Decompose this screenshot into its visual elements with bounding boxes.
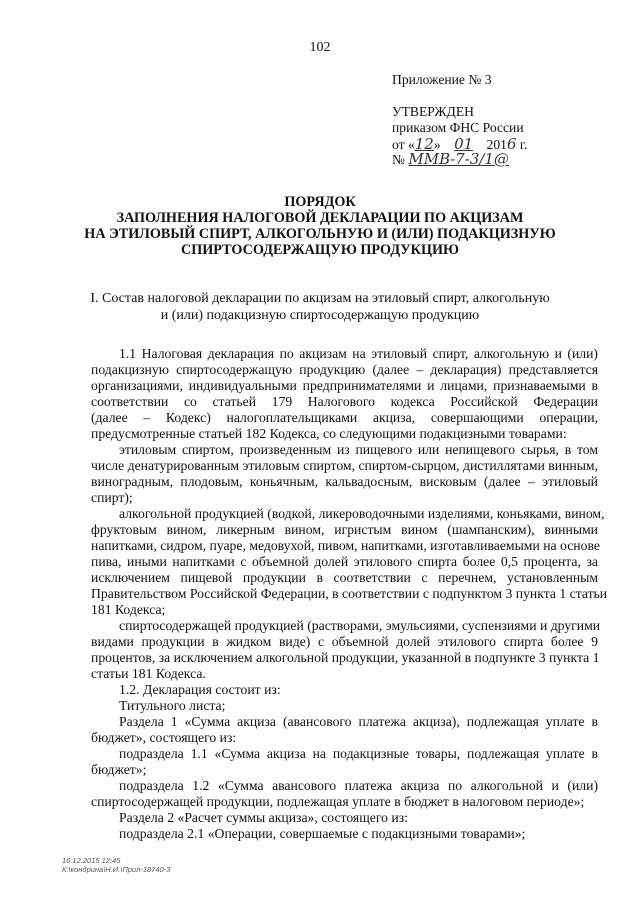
body-line: Титульного листа;	[119, 698, 226, 713]
body-line: спирт);	[91, 490, 133, 505]
body-line: Раздела 1 «Сумма акциза (авансового платежа акциза), подлежащая уплате в	[119, 714, 598, 729]
footer-file-path: К:\кондрина\Н.И.\Прил-18740-3	[62, 865, 171, 874]
body-line: видами продукции в жидком виде) с объемной долей этилового спирта более 9	[91, 634, 598, 649]
body-line: бюджет», состоящего из:	[91, 730, 237, 745]
body-line: организациями, индивидуальными предпринимателями и лицами, признаваемыми в	[91, 378, 598, 393]
body-line: напитками, сидром, пуаре, медовухой, пивом, напитками, изготавливаемыми на основе	[91, 538, 600, 553]
date-year-prefix: 201	[483, 137, 507, 152]
order-label: приказом ФНС России	[392, 120, 524, 135]
section-heading-line: I. Состав налоговой декларации по акцизам на этиловый спирт, алкогольную	[90, 291, 550, 306]
body-line: виноградным, плодовым, коньячным, кальвадосным, висковым (далее – этиловый	[91, 474, 598, 489]
page-number: 102	[309, 40, 331, 55]
body-line: 181 Кодекса;	[91, 602, 166, 617]
document-title-line: ЗАПОЛНЕНИЯ НАЛОГОВОЙ ДЕКЛАРАЦИИ ПО АКЦИЗАМ	[116, 210, 524, 226]
date-mid: »	[433, 137, 445, 152]
body-line: числе денатурированным этиловым спиртом, спиртом-сырцом, дистиллятами винным,	[91, 458, 598, 473]
body-line: пива, иными напитками с объемной долей этилового спирта более 0,5 процента, за	[91, 554, 598, 569]
body-line: подраздела 1.2 «Сумма авансового платежа акциза по алкогольной и (или)	[119, 778, 598, 793]
body-line: соответствии со статьей 179 Налогового кодекса Российской Федерации	[91, 394, 598, 409]
order-number	[392, 150, 509, 168]
body-line: бюджет»;	[91, 762, 147, 777]
date-prefix: от «	[392, 137, 415, 152]
body-line: процентов, за исключением алкогольной продукции, указанной в подпункте 3 пункта 1	[91, 650, 600, 665]
body-line: исключением пищевой продукции в соответствии с перечнем, установленным	[91, 570, 598, 585]
body-line: алкогольной продукцией (водкой, ликероводочными изделиями, коньяками, вином,	[119, 506, 605, 521]
body-line: фруктовым вином, ликерным вином, игристым вином (шампанским), винными	[91, 522, 598, 537]
body-line: предусмотренные статьей 182 Кодекса, со следующими подакцизными товарами:	[91, 426, 567, 441]
body-line: подраздела 1.1 «Сумма акциза на подакцизные товары, подлежащая уплате в	[119, 746, 598, 761]
body-line: спиртосодержащей продукцией (растворами, эмульсиями, суспензиями и другими	[119, 618, 601, 633]
body-line: этиловым спиртом, произведенным из пищевого или непищевого сырья, в том	[119, 442, 598, 457]
body-line: подакцизную спиртосодержащую продукцию (далее – декларация) представляется	[91, 362, 598, 377]
document-title-line: НА ЭТИЛОВЫЙ СПИРТ, АЛКОГОЛЬНУЮ И (ИЛИ) ПОДАКЦИЗНУЮ	[84, 226, 556, 242]
body-line: Раздела 2 «Расчет суммы акциза», состоящего из:	[119, 810, 408, 825]
number-prefix: №	[392, 152, 409, 167]
body-line: 1.1 Налоговая декларация по акцизам на этиловый спирт, алкогольную и (или)	[119, 346, 598, 361]
document-title-line: ПОРЯДОК	[284, 194, 356, 210]
body-line: 1.2. Декларация состоит из:	[119, 682, 281, 697]
date-suffix: г.	[516, 137, 528, 152]
number-handwritten: ММВ-7-3/1@	[408, 150, 509, 168]
date-day-handwritten: 12	[414, 135, 434, 153]
body-line: подраздела 2.1 «Операции, совершаемые с подакцизными товарами»;	[119, 826, 526, 841]
body-line: спиртосодержащей продукции, подлежащая уплате в бюджет в налоговом периоде»;	[91, 794, 585, 809]
approved-label: УТВЕРЖДЕН	[392, 104, 474, 119]
date-month-handwritten: 01	[454, 135, 474, 153]
document-title-line: СПИРТОСОДЕРЖАЩУЮ ПРОДУКЦИЮ	[180, 242, 460, 258]
body-line: статьи 181 Кодекса.	[91, 666, 206, 681]
appendix-label: Приложение № 3	[392, 72, 492, 87]
body-line: Правительством Российской Федерации, в соответствии с подпунктом 3 пункта 1 статьи	[91, 586, 608, 601]
body-line: (далее – Кодекс) налогоплательщиками акциза, совершающими операции,	[91, 410, 598, 425]
date-year-handwritten: 6	[506, 135, 517, 153]
section-heading-line: и (или) подакцизную спиртосодержащую продукцию	[160, 308, 480, 323]
footer-timestamp: 16.12.2015 12:45	[62, 856, 121, 865]
